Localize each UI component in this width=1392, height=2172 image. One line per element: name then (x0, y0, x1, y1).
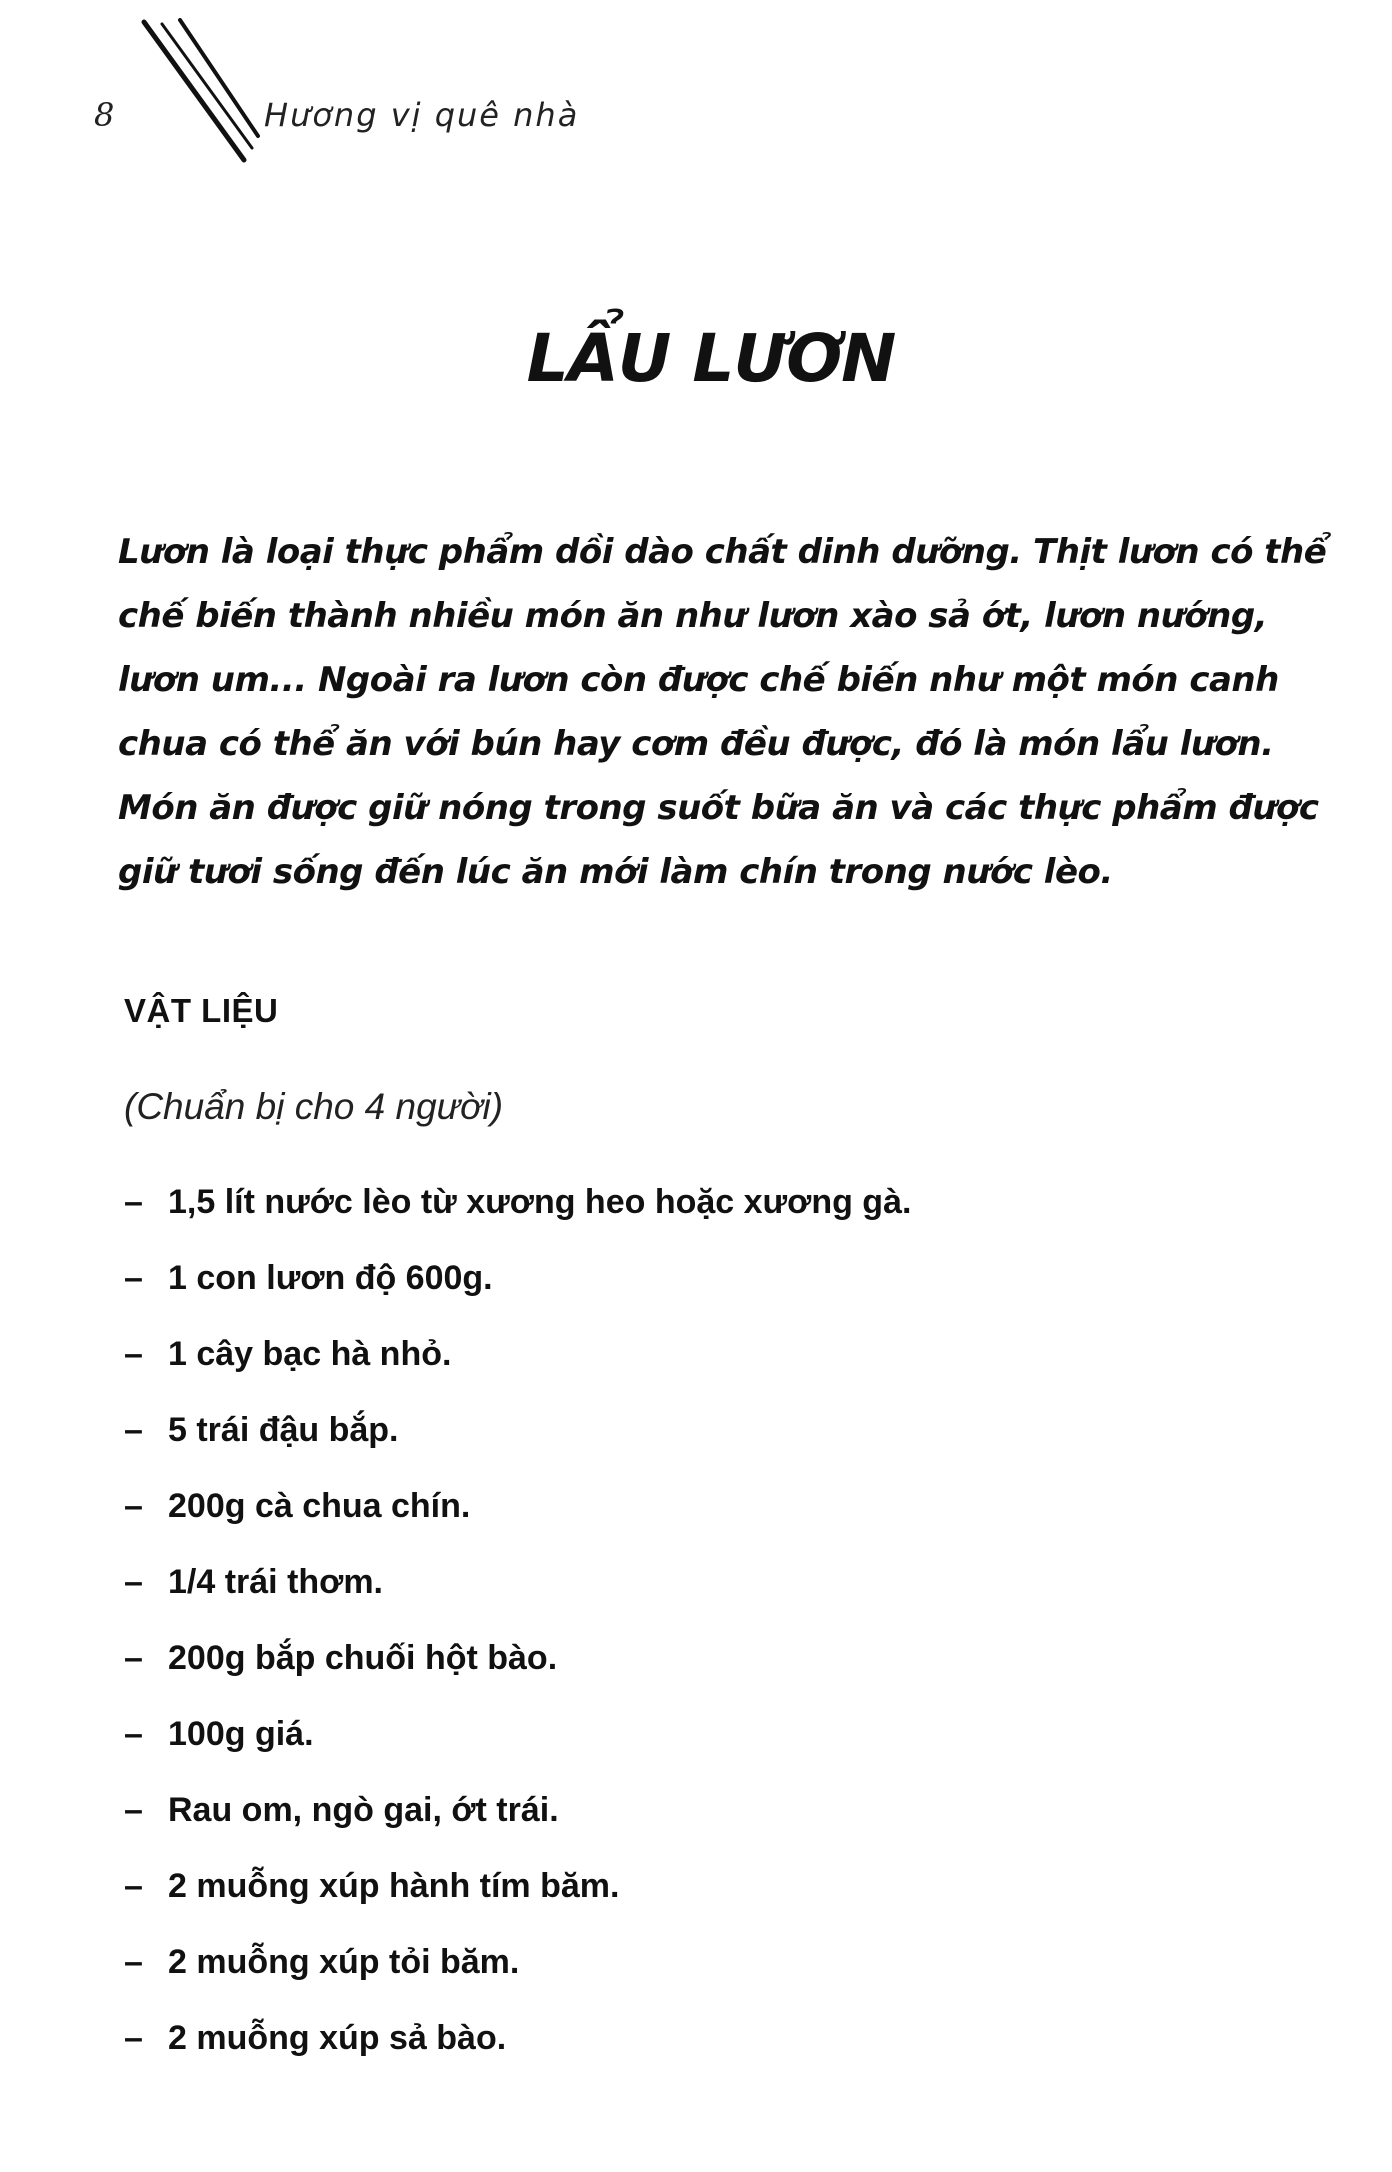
list-dash: – (124, 1715, 143, 1753)
ingredient-text: 1,5 lít nước lèo từ xương heo hoặc xương gà. (168, 1183, 912, 1221)
recipe-title: LẨU LƯƠN (526, 320, 896, 397)
ingredient-item (124, 1696, 911, 1772)
list-dash: – (124, 1183, 143, 1221)
ingredient-list (124, 1164, 911, 2076)
ingredient-item (124, 2000, 911, 2076)
list-dash: – (124, 1411, 143, 1449)
page-number: 8 (94, 96, 115, 134)
list-dash: – (124, 1259, 143, 1297)
ingredient-item (124, 1164, 911, 1240)
ingredient-item (124, 1392, 911, 1468)
ingredient-text: 2 muỗng xúp sả bào. (168, 2019, 507, 2057)
ingredient-item (124, 1544, 911, 1620)
list-dash: – (124, 1335, 143, 1373)
ingredient-text: 2 muỗng xúp hành tím băm. (168, 1867, 620, 1905)
ingredient-text: 1/4 trái thơm. (168, 1563, 384, 1601)
ingredient-item (124, 1240, 911, 1316)
recipe-intro: Lươn là loại thực phẩm dồi dào chất dinh dưỡng. Thịt lươn có thể chế biến thành nhiều món ăn như lươn xào sả ớt, lươn nướng, lươn um... Ngoài ra lươn còn được chế biến như một món canh chua có thể ăn với bún hay cơm đều được, đó là món lẩu lươn. Món ăn được giữ nóng trong suốt bữa ăn và các thực phẩm được giữ tươi sống đến lúc ăn mới làm chín trong nước lèo. (118, 532, 1327, 892)
ingredient-text: 200g bắp chuối hột bào. (168, 1639, 558, 1677)
list-dash: – (124, 2019, 143, 2057)
ingredient-text: 100g giá. (168, 1715, 314, 1753)
list-dash: – (124, 1943, 143, 1981)
running-title: Hương vị quê nhà (264, 96, 580, 134)
ingredient-item (124, 1316, 911, 1392)
chopsticks-icon (140, 18, 260, 178)
list-dash: – (124, 1791, 143, 1829)
ingredient-item (124, 1848, 911, 1924)
ingredient-text: 2 muỗng xúp tỏi băm. (168, 1943, 520, 1981)
list-dash: – (124, 1867, 143, 1905)
ingredients-heading: VẬT LIỆU (124, 992, 279, 1029)
ingredient-item (124, 1772, 911, 1848)
list-dash: – (124, 1487, 143, 1525)
ingredient-text: 1 con lươn độ 600g. (168, 1259, 493, 1297)
ingredient-text: Rau om, ngò gai, ớt trái. (168, 1791, 559, 1829)
ingredient-item (124, 1468, 911, 1544)
servings-note: (Chuẩn bị cho 4 người) (124, 1086, 504, 1127)
list-dash: – (124, 1563, 143, 1601)
ingredient-text: 200g cà chua chín. (168, 1487, 471, 1525)
ingredient-item (124, 1924, 911, 2000)
ingredient-text: 5 trái đậu bắp. (168, 1411, 399, 1449)
list-dash: – (124, 1639, 143, 1677)
ingredient-item (124, 1620, 911, 1696)
ingredient-text: 1 cây bạc hà nhỏ. (168, 1335, 452, 1373)
